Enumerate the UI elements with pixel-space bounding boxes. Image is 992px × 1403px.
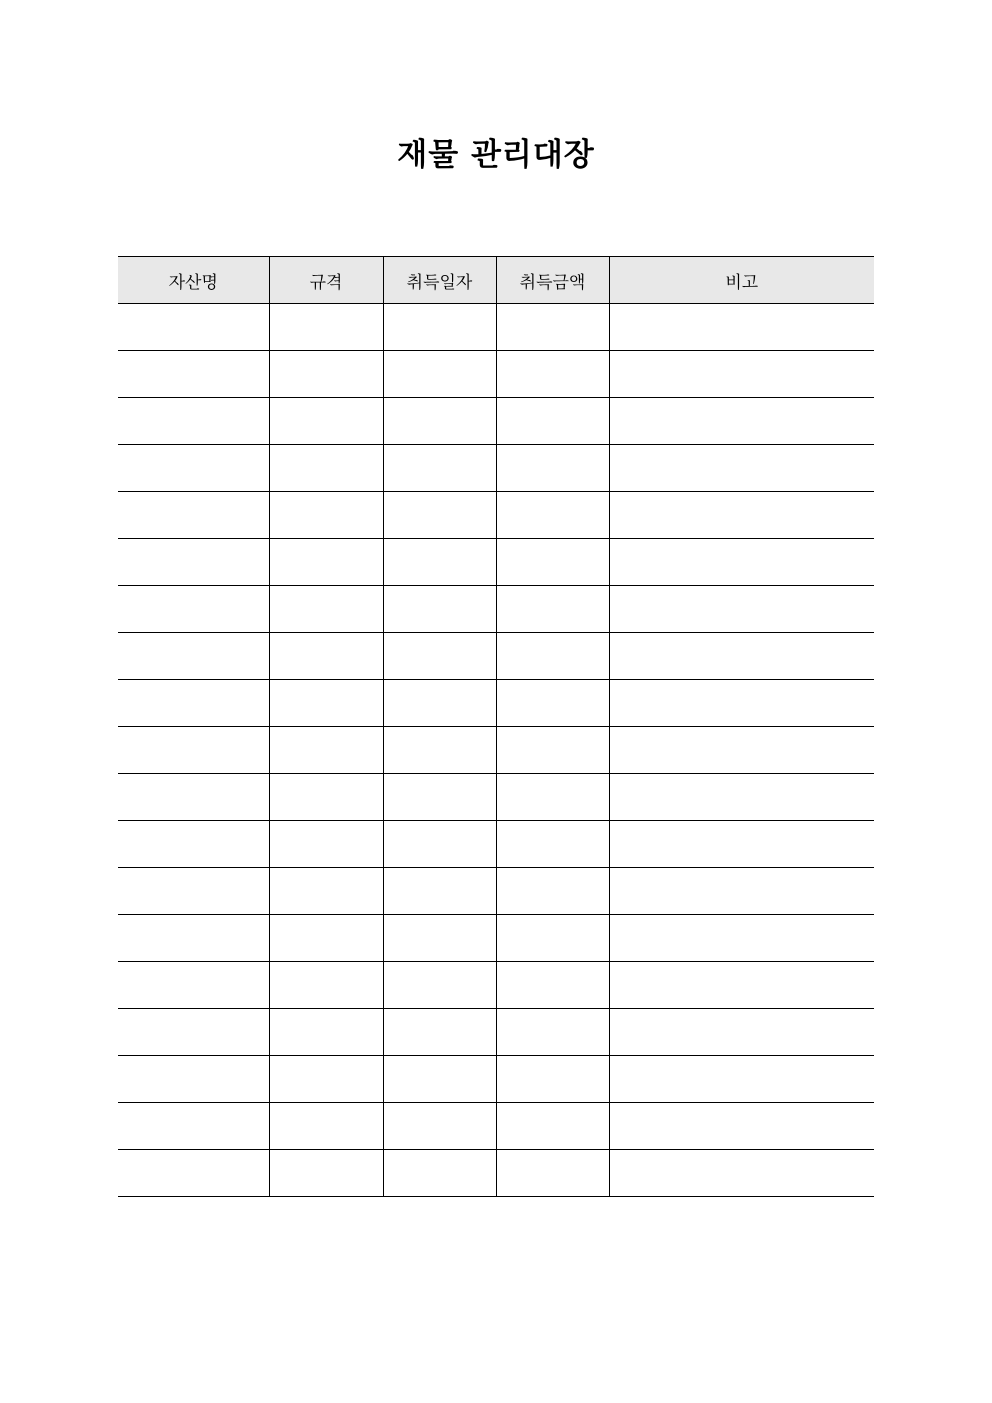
table-row xyxy=(118,398,874,445)
cell-remarks[interactable] xyxy=(609,586,874,633)
table-body xyxy=(118,304,874,1197)
cell-asset-name[interactable] xyxy=(118,304,269,351)
cell-remarks[interactable] xyxy=(609,1056,874,1103)
cell-acquisition-amount[interactable] xyxy=(496,915,609,962)
cell-remarks[interactable] xyxy=(609,1103,874,1150)
cell-acquisition-amount[interactable] xyxy=(496,539,609,586)
cell-spec[interactable] xyxy=(269,633,383,680)
cell-acquisition-amount[interactable] xyxy=(496,492,609,539)
cell-asset-name[interactable] xyxy=(118,774,269,821)
table-header-row xyxy=(118,257,874,304)
cell-acquisition-amount[interactable] xyxy=(496,398,609,445)
cell-asset-name[interactable] xyxy=(118,868,269,915)
column-header-acquisition-date: 취득일자 xyxy=(383,257,496,304)
cell-remarks[interactable] xyxy=(609,445,874,492)
cell-acquisition-date[interactable] xyxy=(383,915,496,962)
cell-asset-name[interactable] xyxy=(118,727,269,774)
cell-asset-name[interactable] xyxy=(118,586,269,633)
cell-acquisition-date[interactable] xyxy=(383,680,496,727)
table-row xyxy=(118,915,874,962)
cell-asset-name[interactable] xyxy=(118,1103,269,1150)
cell-acquisition-amount[interactable] xyxy=(496,774,609,821)
cell-asset-name[interactable] xyxy=(118,1056,269,1103)
cell-remarks[interactable] xyxy=(609,539,874,586)
cell-remarks[interactable] xyxy=(609,915,874,962)
page-title: 재물 관리대장 xyxy=(397,137,595,173)
asset-ledger-table xyxy=(118,256,874,1197)
cell-asset-name[interactable] xyxy=(118,915,269,962)
column-header-remarks: 비고 xyxy=(609,257,874,304)
cell-asset-name[interactable] xyxy=(118,821,269,868)
cell-acquisition-date[interactable] xyxy=(383,586,496,633)
table-row xyxy=(118,868,874,915)
cell-spec[interactable] xyxy=(269,680,383,727)
cell-asset-name[interactable] xyxy=(118,1009,269,1056)
cell-remarks[interactable] xyxy=(609,633,874,680)
cell-asset-name[interactable] xyxy=(118,1150,269,1197)
cell-acquisition-date[interactable] xyxy=(383,1056,496,1103)
table-row xyxy=(118,774,874,821)
cell-acquisition-amount[interactable] xyxy=(496,1056,609,1103)
cell-acquisition-amount[interactable] xyxy=(496,821,609,868)
cell-remarks[interactable] xyxy=(609,398,874,445)
table-row xyxy=(118,492,874,539)
table-row xyxy=(118,1103,874,1150)
cell-acquisition-amount[interactable] xyxy=(496,680,609,727)
cell-acquisition-date[interactable] xyxy=(383,821,496,868)
cell-remarks[interactable] xyxy=(609,727,874,774)
cell-acquisition-amount[interactable] xyxy=(496,1150,609,1197)
cell-spec[interactable] xyxy=(269,915,383,962)
cell-acquisition-date[interactable] xyxy=(383,492,496,539)
cell-acquisition-amount[interactable] xyxy=(496,351,609,398)
cell-remarks[interactable] xyxy=(609,821,874,868)
cell-acquisition-date[interactable] xyxy=(383,727,496,774)
cell-acquisition-date[interactable] xyxy=(383,351,496,398)
cell-acquisition-amount[interactable] xyxy=(496,304,609,351)
table-row xyxy=(118,727,874,774)
cell-asset-name[interactable] xyxy=(118,492,269,539)
cell-spec[interactable] xyxy=(269,1009,383,1056)
cell-remarks[interactable] xyxy=(609,351,874,398)
cell-acquisition-date[interactable] xyxy=(383,1103,496,1150)
cell-acquisition-date[interactable] xyxy=(383,633,496,680)
table-row xyxy=(118,680,874,727)
column-header-acquisition-amount: 취득금액 xyxy=(496,257,609,304)
column-header-spec: 규격 xyxy=(269,257,383,304)
cell-acquisition-date[interactable] xyxy=(383,445,496,492)
cell-acquisition-amount[interactable] xyxy=(496,727,609,774)
cell-acquisition-amount[interactable] xyxy=(496,1103,609,1150)
cell-spec[interactable] xyxy=(269,774,383,821)
cell-acquisition-amount[interactable] xyxy=(496,586,609,633)
cell-asset-name[interactable] xyxy=(118,539,269,586)
cell-asset-name[interactable] xyxy=(118,398,269,445)
cell-acquisition-amount[interactable] xyxy=(496,633,609,680)
table-row xyxy=(118,304,874,351)
cell-spec[interactable] xyxy=(269,492,383,539)
cell-acquisition-date[interactable] xyxy=(383,539,496,586)
cell-spec[interactable] xyxy=(269,304,383,351)
cell-asset-name[interactable] xyxy=(118,633,269,680)
cell-spec[interactable] xyxy=(269,868,383,915)
table-row xyxy=(118,539,874,586)
cell-acquisition-amount[interactable] xyxy=(496,868,609,915)
cell-remarks[interactable] xyxy=(609,492,874,539)
cell-asset-name[interactable] xyxy=(118,351,269,398)
cell-spec[interactable] xyxy=(269,1103,383,1150)
cell-remarks[interactable] xyxy=(609,1009,874,1056)
table-row xyxy=(118,586,874,633)
cell-acquisition-amount[interactable] xyxy=(496,1009,609,1056)
cell-remarks[interactable] xyxy=(609,962,874,1009)
table-row xyxy=(118,351,874,398)
cell-spec[interactable] xyxy=(269,727,383,774)
table-row xyxy=(118,1150,874,1197)
cell-spec[interactable] xyxy=(269,398,383,445)
cell-remarks[interactable] xyxy=(609,1150,874,1197)
table-row xyxy=(118,1056,874,1103)
table-row xyxy=(118,962,874,1009)
cell-acquisition-date[interactable] xyxy=(383,304,496,351)
table-row xyxy=(118,1009,874,1056)
cell-spec[interactable] xyxy=(269,445,383,492)
cell-acquisition-date[interactable] xyxy=(383,1150,496,1197)
cell-remarks[interactable] xyxy=(609,304,874,351)
column-header-asset-name: 자산명 xyxy=(118,257,269,304)
table-row xyxy=(118,445,874,492)
cell-remarks[interactable] xyxy=(609,680,874,727)
cell-asset-name[interactable] xyxy=(118,962,269,1009)
cell-spec[interactable] xyxy=(269,1150,383,1197)
cell-remarks[interactable] xyxy=(609,774,874,821)
cell-acquisition-date[interactable] xyxy=(383,398,496,445)
cell-asset-name[interactable] xyxy=(118,445,269,492)
cell-acquisition-amount[interactable] xyxy=(496,962,609,1009)
cell-acquisition-date[interactable] xyxy=(383,962,496,1009)
cell-acquisition-date[interactable] xyxy=(383,774,496,821)
cell-spec[interactable] xyxy=(269,539,383,586)
cell-asset-name[interactable] xyxy=(118,680,269,727)
table-row xyxy=(118,821,874,868)
cell-acquisition-date[interactable] xyxy=(383,1009,496,1056)
cell-spec[interactable] xyxy=(269,351,383,398)
cell-spec[interactable] xyxy=(269,962,383,1009)
cell-acquisition-date[interactable] xyxy=(383,868,496,915)
table-row xyxy=(118,633,874,680)
cell-remarks[interactable] xyxy=(609,868,874,915)
cell-spec[interactable] xyxy=(269,586,383,633)
cell-spec[interactable] xyxy=(269,821,383,868)
cell-acquisition-amount[interactable] xyxy=(496,445,609,492)
cell-spec[interactable] xyxy=(269,1056,383,1103)
